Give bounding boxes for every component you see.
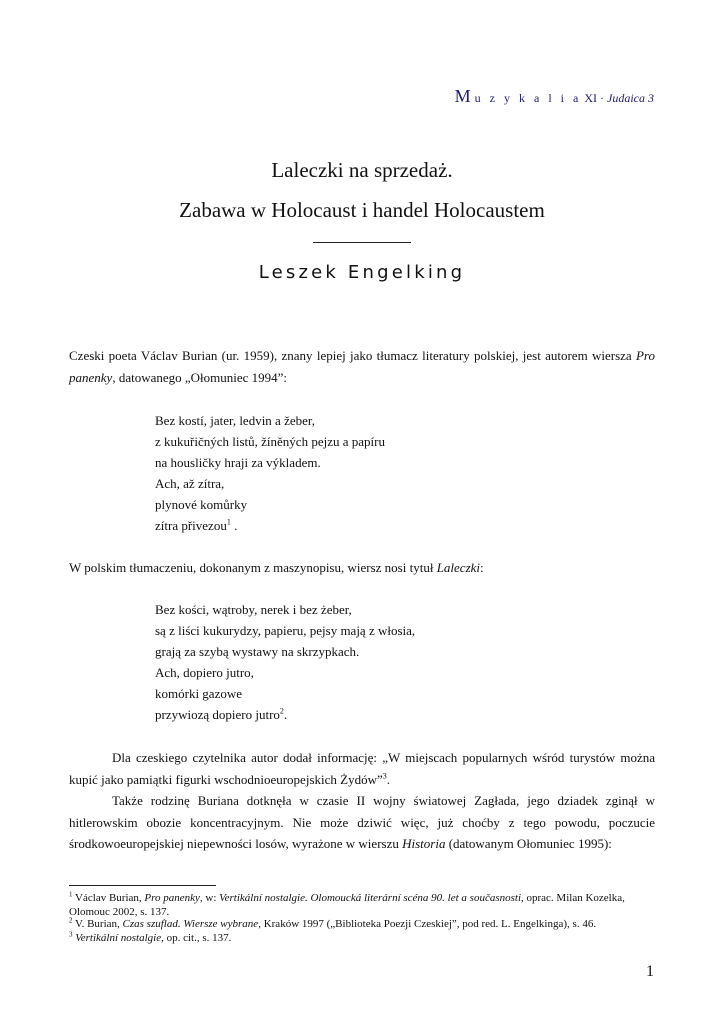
poem-line: komórki gazowe (155, 686, 243, 701)
poem-czech (155, 410, 385, 536)
footnote-text: , Kraków 1997 („Biblioteka Poezji Czeskiej”, pod red. L. Engelkinga), s. 46. (258, 918, 597, 930)
paragraph-2 (69, 557, 655, 579)
poem-line: Ach, až zítra, (155, 476, 225, 491)
poem-line: na housličky hraji za výkladem. (155, 455, 321, 470)
paragraph-2-text-end: : (480, 560, 484, 575)
footnote-text: , w: (199, 892, 220, 904)
title-line-1: Laleczki na sprzedaż. (271, 158, 453, 182)
header-section: Judaica 3 (607, 91, 654, 105)
footnote-text: Václav Burian, (72, 892, 145, 904)
footnote-1 (69, 892, 655, 919)
paragraph-3 (69, 747, 655, 790)
paragraph-4 (69, 790, 655, 855)
page-number: 1 (646, 963, 654, 980)
title-line-2: Zabawa w Holocaust i handel Holocaustem (179, 198, 545, 222)
poem-polish (155, 599, 415, 725)
footnote-divider (69, 885, 216, 886)
footnote-number: 1 (69, 890, 73, 899)
footnote-3 (69, 932, 655, 946)
paragraph-3-text: Dla czeskiego czytelnika autor dodał informację: „W miejscach popularnych wśród turystów można kupić jako pamiątki figurki wschodnioeuropejskich Żydów” (69, 750, 655, 787)
poem-title-pl: Laleczki (436, 560, 481, 575)
poem-line-last (155, 704, 415, 725)
paragraph-3-end: . (386, 771, 390, 787)
footnote-number: 2 (69, 916, 73, 925)
footnote-ref: 2 (279, 706, 284, 716)
paragraph-1 (69, 345, 655, 388)
poem-line: Bez kości, wątroby, nerek i bez żeber, (155, 602, 352, 617)
poem-title-cz: Pro panenky (69, 348, 655, 385)
poem-title-historia: Historia (402, 836, 446, 851)
footnote-italic: Vertikální nostalgie (75, 932, 162, 944)
footnote-text: , oprac. Milan Kozelka, Olomouc 2002, s. 137. (69, 892, 625, 918)
paragraph-2-text: W polskim tłumaczeniu, dokonanym z maszynopisu, wiersz nosi tytuł (69, 560, 437, 575)
poem-line-text: przywiozą dopiero jutro (155, 707, 280, 722)
paragraph-1-text: Czeski poeta Václav Burian (ur. 1959), znany lepiej jako tłumacz literatury polskiej, jest autorem wiersza (69, 348, 636, 363)
paragraph-4-text-end: (datowanym Ołomuniec 1995): (445, 836, 612, 851)
paragraph-1-text-end: , datowanego „Ołomuniec 1994”: (112, 369, 288, 385)
poem-line: grają za szybą wystawy na skrzypkach. (155, 644, 360, 659)
poem-line-end: . (230, 518, 238, 533)
header-separator: · (597, 91, 607, 105)
poem-line: plynové komůrky (155, 497, 248, 512)
footnote-italic: Czas szuflad. Wiersze wybrane (122, 918, 259, 930)
footnote-italic: Vertikální nostalgie. Olomoucká literární scéna 90. let a současnosti (219, 892, 521, 904)
footnote-ref: 1 (226, 517, 231, 527)
running-header (455, 86, 654, 107)
poem-line-last (155, 515, 385, 536)
header-initial: M (454, 86, 472, 106)
poem-line: są z liści kukurydzy, papieru, pejsy mają z włosia, (155, 623, 416, 638)
poem-line: z kukuřičných listů, žíněných pejzu a papíru (155, 434, 385, 449)
author-name: Leszek Engelking (258, 262, 466, 283)
paragraph-4-text: Także rodzinę Buriana dotknęła w czasie II wojny światowej Zagłada, jego dziadek zginął w hitlerowskim obozie koncentracyjnym. Nie może dziwić więc, już choćby z tego powodu, poczucie środkowoeuropejskiej niepewności losów, wyrażone w wierszu (69, 793, 655, 851)
footnote-2 (69, 918, 655, 932)
footnote-italic: Pro panenky (144, 892, 200, 904)
poem-line: Bez kostí, jater, ledvin a žeber, (155, 413, 315, 428)
footnote-text: V. Burian, (72, 918, 123, 930)
footnote-ref: 3 (382, 771, 387, 781)
poem-line-text: zítra přivezou (155, 518, 227, 533)
header-volume: XI (584, 91, 597, 105)
header-journal: u z y k a l i a (474, 91, 582, 105)
poem-line: Ach, dopiero jutro, (155, 665, 254, 680)
title-divider (313, 242, 411, 243)
poem-line-end: . (283, 707, 288, 722)
footnote-number: 3 (69, 930, 73, 939)
footnote-text: , op. cit., s. 137. (161, 932, 232, 944)
